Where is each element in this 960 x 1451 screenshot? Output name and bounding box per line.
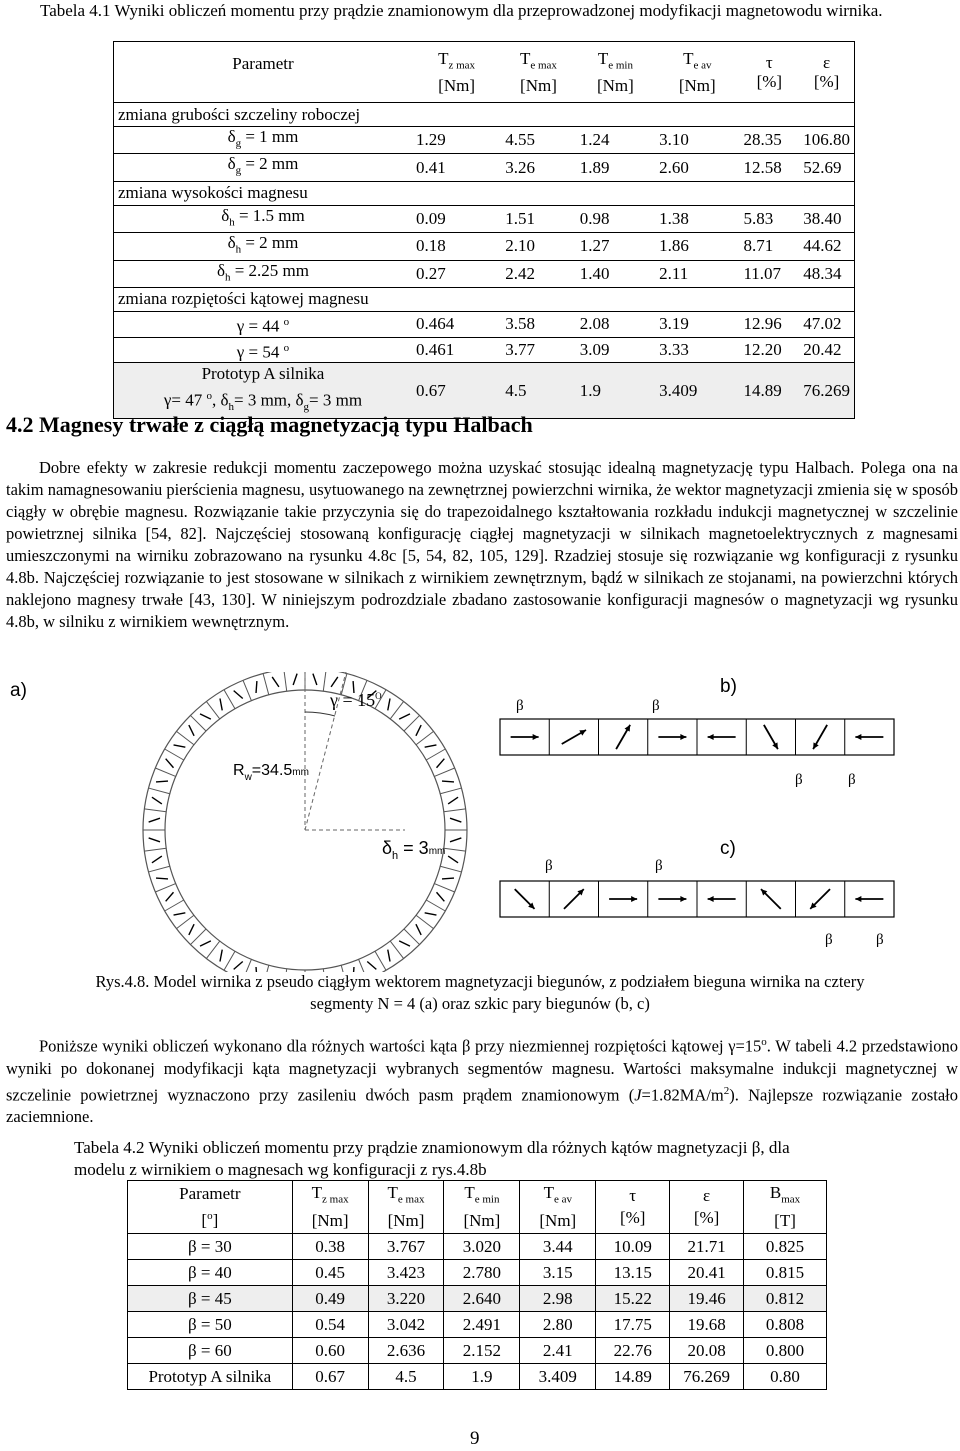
beta-label: β	[652, 698, 660, 714]
beta-label: β	[516, 698, 524, 714]
ring-segment-arrow	[416, 725, 421, 736]
table-cell: 22.76	[596, 1338, 670, 1364]
table-cell: 1.51	[505, 208, 535, 228]
table-row	[128, 1364, 827, 1390]
ring-segment-divider	[263, 674, 269, 695]
table-cell: 0.98	[579, 208, 610, 228]
ring-segment-arrow	[234, 962, 243, 970]
ring-segment-arrow	[166, 892, 174, 901]
ring-segment-divider	[416, 731, 433, 744]
ring-segment-arrow	[200, 714, 211, 719]
ring-segment-arrow	[437, 759, 445, 768]
ring-segment-arrow	[367, 962, 376, 970]
ring-segment-divider	[206, 701, 219, 718]
table1-section-label: zmiana wysokości magnesu	[118, 183, 308, 203]
table1-section-label: zmiana grubości szczeliny roboczej	[118, 104, 361, 124]
table-row	[114, 205, 855, 232]
table1-header-eps: ε [%]	[813, 53, 840, 91]
table1-row-label: Prototyp A silnika γ= 47 $^o$, $\delta_h= 3$ mm, $\delta_g= 3$ mm	[114, 363, 412, 419]
ring-segment-arrow	[256, 681, 257, 693]
table-cell: 3.44	[520, 1234, 596, 1260]
figure-label-a: a)	[10, 680, 27, 701]
ring-segment-divider	[149, 788, 170, 794]
ring-segment-divider	[190, 715, 206, 731]
table-cell: 0.67	[292, 1364, 368, 1390]
table-cell: 15.22	[596, 1286, 670, 1312]
table-row	[114, 154, 855, 181]
arrow-head-icon	[708, 734, 714, 740]
table2-header-row	[128, 1181, 827, 1234]
table1-header-temin: $T_{e min}$ [Nm]	[596, 49, 634, 95]
ring-segment-divider	[284, 672, 287, 691]
table-cell: 1.24	[579, 130, 610, 150]
table-cell: 2.152	[444, 1338, 520, 1364]
table-cell: 20.08	[670, 1338, 744, 1364]
table1-header-teav: $T_{e av}$ [Nm]	[678, 49, 716, 95]
table-cell: 12.20	[743, 339, 782, 359]
table2-header-eps: ε [%]	[670, 1181, 744, 1234]
table-cell: Prototyp A silnika	[128, 1364, 293, 1390]
table-cell: 2.42	[505, 263, 535, 283]
table-row	[114, 311, 855, 337]
table-cell: 19.46	[670, 1286, 744, 1312]
beta-label: β	[848, 772, 856, 788]
table-cell: 2.780	[444, 1260, 520, 1286]
table1-row-label: $\delta_h = 2$ mm	[227, 233, 299, 256]
ring-segment-arrow	[388, 950, 390, 962]
table2-header-tau: τ [%]	[596, 1181, 670, 1234]
table2-header-temin: $T_{e min}$ [Nm]	[444, 1181, 520, 1234]
ring-segment-divider	[144, 809, 166, 812]
ring-segment-divider	[390, 941, 403, 958]
section-heading: 4.2 Magnesy trwałe z ciągłą magnetyzacją typu Halbach	[6, 412, 533, 437]
paragraph-results: Poniższe wyniki obliczeń wykonano dla różnych wartości kąta β przy niezmiennej rozpiętości kątowej $\gamma=15^o$. W tabeli 4.2 przedstawiono wyniki po dokonanej modyfikacji kąta magnetyzacji wybranych segmentów magnesu. Wartości maksymalne indukcji magnetycznej w szczelinie powietrznej wyznaczono przy zasileniu dwóch pasm prądem znamionowym $(J=1.82MA/m^2)$. Najlepsze rozwiązanie zostało zaciemnione.	[6, 1036, 959, 1126]
table-cell: 0.18	[415, 236, 446, 256]
ring-segment-divider	[155, 884, 175, 892]
ring-segment-arrow	[425, 745, 437, 747]
table1-caption: Tabela 4.1 Wyniki obliczeń momentu przy prądzie znamionowym dla przeprowadzonej modyfikacji magnetowodu wirnika.	[40, 1, 883, 20]
table-cell: 3.26	[505, 157, 535, 177]
table-row	[128, 1260, 827, 1286]
table-cell: 14.89	[596, 1364, 670, 1390]
ring-segment-divider	[144, 848, 166, 851]
ring-segment-divider	[323, 672, 326, 691]
table-row	[128, 1338, 827, 1364]
ring-segment-divider	[434, 768, 454, 776]
table-cell: 0.812	[744, 1286, 827, 1312]
table-cell: 52.69	[803, 157, 842, 177]
table1-header-temax: $T_{e max}$ [Nm]	[519, 49, 557, 95]
ring-segment-divider	[426, 900, 445, 911]
table1-section-row	[114, 181, 855, 205]
table-cell: 10.09	[596, 1234, 670, 1260]
table-cell: 3.423	[368, 1260, 444, 1286]
table-cell: 0.45	[292, 1260, 368, 1286]
table-cell: 1.40	[579, 263, 610, 283]
ring-segment-arrow	[442, 878, 454, 879]
ring-segment-divider	[224, 951, 235, 970]
figure-caption: Rys.4.8. Model wirnika z pseudo ciągłym wektorem magnetyzacji biegunów, z podziałem bieguna wirnika na cztery segmenty N = 4 (a) oraz szkic pary biegunów (b, c)	[95, 972, 865, 1013]
table2-caption: Tabela 4.2 Wyniki obliczeń momentu przy prądzie znamionowym dla różnych kątów magnetyzacji β, dla modelu z wirnikiem o magnesach wg konfiguracji z rys.4.8b	[74, 1138, 790, 1179]
ring-segment-divider	[224, 690, 235, 709]
table2-header-teav: $T_{e av}$ [Nm]	[520, 1181, 596, 1234]
paragraph-halbach: Dobre efekty w zakresie redukcji momentu zaczepowego można uzyskać stosując idealną magnetyzację typu Halbach. Polega ona na takim namagnesowaniu pierścienia magnesu, usytuowanego na zewnętrznej powierzchni wirnika, że wektor magnetyzacji zmienia się w sposób ciągły w obrębie magnesu. Rozwiązanie takie przyczynia się do trapezoidalnego kształtowania rozkładu indukcji magnetycznej w szczelinie powietrznej silnika [54, 82]. Najczęściej stosowaną konfigurację ciągłej magnetyzacji w silnikach magnetoelektrycznych z magnesami umieszczonymi na wirniku zobrazowano na rysunku 4.8c [5, 54, 82, 105, 129]. Rzadziej stosuje się rozwiązanie wg konfiguracji z rysunku 4.8b. Najczęściej rozwiązanie to jest stosowane w silnikach z wirnikiem zewnętrznym, bądź w silnikach ze stojanami, na powierzchni których naklejono magnesy trwałe [43, 130]. W niniejszym podrozdziale zbadano zastosowanie konfiguracji magnesów o magnetyzacji wg rysunku 4.8b, w silniku z wirnikiem wewnętrznym.	[6, 458, 958, 631]
table1-row-label: $\delta_h = 2.25$ mm	[216, 260, 309, 283]
arrow-head-icon	[533, 734, 539, 740]
table-cell: 3.33	[659, 339, 689, 359]
ring-segment-arrow	[442, 781, 454, 782]
gamma-arc	[305, 712, 335, 716]
table-cell: 20.42	[803, 339, 842, 359]
ring-segment-divider	[243, 680, 251, 700]
ring-segment-divider	[426, 749, 445, 760]
ring-segment-divider	[375, 951, 386, 970]
table-cell: 3.15	[520, 1260, 596, 1286]
table1	[113, 41, 855, 419]
figure-label-b: b)	[720, 676, 737, 697]
table-cell: 13.15	[596, 1260, 670, 1286]
ring-segment-arrow	[149, 838, 160, 842]
ring-segment-arrow	[399, 941, 410, 946]
table1-section-label: zmiana rozpiętości kątowej magnesu	[118, 289, 369, 309]
figure-4-8	[0, 672, 960, 972]
ring-segment-arrow	[152, 856, 162, 863]
table-cell: 2.491	[444, 1312, 520, 1338]
ring-segment-divider	[165, 749, 184, 760]
table-cell: 76.269	[799, 363, 854, 419]
table-cell: 48.34	[803, 263, 842, 283]
table-cell: 3.09	[579, 339, 610, 359]
ring-segment-arrow	[189, 725, 194, 736]
table-cell: 106.80	[803, 130, 850, 150]
table-cell: 0.825	[744, 1234, 827, 1260]
table2-header-bmax: $B_{max}$ [T]	[744, 1181, 827, 1234]
table2	[127, 1180, 827, 1390]
table-cell: 3.220	[368, 1286, 444, 1312]
rotor-ring	[143, 672, 467, 972]
table-cell: 0.815	[744, 1260, 827, 1286]
table1-row-label: $\delta_g = 1$ mm	[227, 127, 299, 150]
table-cell: 17.75	[596, 1312, 670, 1338]
table-row	[114, 260, 855, 287]
ring-segment-arrow	[448, 797, 458, 804]
table-cell: 38.40	[803, 208, 842, 228]
beta-label: β	[825, 932, 833, 948]
table-cell: 1.38	[659, 208, 689, 228]
ring-segment-divider	[176, 731, 193, 744]
table-cell: 12.58	[743, 157, 782, 177]
beta-label: β	[876, 932, 884, 948]
table-row	[114, 233, 855, 260]
ring-segment-arrow	[166, 759, 174, 768]
table-row	[128, 1286, 827, 1312]
table-cell: 0.800	[744, 1338, 827, 1364]
table1-header-row	[114, 42, 855, 103]
table-cell: 3.10	[659, 130, 689, 150]
table-cell: 0.80	[744, 1364, 827, 1390]
table-cell: 2.60	[659, 157, 689, 177]
ring-segment-arrow	[331, 677, 338, 687]
table-cell: 1.9	[576, 363, 655, 419]
arrow-head-icon	[855, 734, 861, 740]
table-cell: 1.89	[579, 157, 610, 177]
table1-row-label: $\delta_g = 2$ mm	[227, 154, 299, 177]
ring-segment-divider	[176, 915, 193, 928]
table-cell: 0.464	[415, 314, 455, 334]
config-c	[500, 858, 894, 948]
table-cell: 3.767	[368, 1234, 444, 1260]
table-cell: 0.27	[415, 263, 446, 283]
ring-segment-arrow	[425, 913, 437, 915]
table-cell: β = 45	[128, 1286, 293, 1312]
ring-segment-divider	[206, 941, 219, 958]
table-cell: 2.10	[505, 236, 535, 256]
ring-segment-divider	[165, 900, 184, 911]
ring-segment-divider	[155, 768, 175, 776]
table2-body	[128, 1234, 827, 1390]
table-cell: 2.640	[444, 1286, 520, 1312]
ring-segment-arrow	[200, 941, 211, 946]
ring-segment-arrow	[220, 950, 222, 962]
table-cell: 4.5	[368, 1364, 444, 1390]
ring-segment-arrow	[174, 913, 186, 915]
page-number: 9	[470, 1428, 480, 1449]
ring-segment-arrow	[388, 699, 390, 711]
table-cell: 21.71	[670, 1234, 744, 1260]
ring-segment-divider	[440, 866, 461, 872]
table-cell: 0.09	[415, 208, 446, 228]
table-cell: 4.55	[505, 130, 535, 150]
ring-segment-divider	[404, 929, 420, 945]
table-cell: 3.409	[655, 363, 739, 419]
ring-segment-divider	[434, 884, 454, 892]
table-cell: 19.68	[670, 1312, 744, 1338]
ring-segment-arrow	[399, 714, 410, 719]
ring-segment-arrow	[149, 818, 160, 822]
table-cell: β = 60	[128, 1338, 293, 1364]
gamma-label: $\gamma = 15^O$	[330, 690, 382, 710]
table-row	[128, 1312, 827, 1338]
ring-segment-arrow	[272, 677, 279, 687]
table-cell: 2.41	[520, 1338, 596, 1364]
beta-label: β	[795, 772, 803, 788]
table-cell: 0.60	[292, 1338, 368, 1364]
arrow-head-icon	[631, 896, 637, 902]
table-row	[114, 127, 855, 154]
config-b	[500, 698, 894, 788]
table-cell: 44.62	[803, 236, 842, 256]
table1-row-label: $\delta_h = 1.5$ mm	[221, 205, 305, 229]
ring-segment-divider	[444, 809, 466, 812]
config-c-arrows	[515, 881, 884, 917]
ring-segment-arrow	[220, 699, 222, 711]
table-cell: 0.49	[292, 1286, 368, 1312]
table-cell: 0.67	[412, 363, 501, 419]
table-cell: 4.5	[501, 363, 575, 419]
table-cell: 5.83	[743, 208, 774, 228]
ring-segment-arrow	[437, 892, 445, 901]
table1-section-row	[114, 103, 855, 127]
arrow-head-icon	[680, 896, 686, 902]
table-cell: 2.636	[368, 1338, 444, 1364]
ring-segment-arrow	[174, 745, 186, 747]
table-cell: 12.96	[743, 314, 782, 334]
ring-segment-arrow	[416, 924, 421, 935]
ring-segment-arrow	[313, 674, 317, 685]
table-cell: 0.38	[292, 1234, 368, 1260]
ring-segment-divider	[404, 715, 420, 731]
ring-segment-arrow	[156, 781, 168, 782]
ring-segment-divider	[149, 866, 170, 872]
table-cell: β = 40	[128, 1260, 293, 1286]
ring-segment-divider	[444, 848, 466, 851]
table2-header-temax: $T_{e max}$ [Nm]	[368, 1181, 444, 1234]
arrow-head-icon	[855, 896, 861, 902]
table1-section-row	[114, 287, 855, 311]
figure-label-c: c)	[720, 838, 736, 859]
ring-segment-divider	[440, 788, 461, 794]
table-cell: 2.08	[579, 314, 610, 334]
table-cell: 0.461	[415, 339, 455, 359]
table-cell: 3.77	[505, 339, 535, 359]
ring-segment-arrow	[152, 797, 162, 804]
table-cell: 1.9	[444, 1364, 520, 1390]
beta-label: β	[655, 858, 663, 874]
table-cell: 0.808	[744, 1312, 827, 1338]
table-row	[114, 337, 855, 363]
table-cell: β = 30	[128, 1234, 293, 1260]
arrow-head-icon	[680, 734, 686, 740]
table1-prototype-row	[114, 363, 855, 419]
table-cell: 2.11	[659, 263, 689, 283]
table1-header-tzmax: $T_{z max}$ [Nm]	[438, 49, 476, 95]
figure-4-8-drawing	[0, 672, 960, 972]
table1-header-param: Parametr	[232, 54, 294, 73]
table1-row-label: γ = 44 $^o$	[236, 315, 290, 336]
table-cell: 14.89	[739, 363, 799, 419]
table-cell: 1.86	[659, 236, 689, 256]
table-cell: 3.409	[520, 1364, 596, 1390]
table-cell: 3.020	[444, 1234, 520, 1260]
table1-row-label: γ = 54 $^o$	[236, 341, 290, 362]
table-cell: 11.07	[743, 263, 782, 283]
table-cell: 3.042	[368, 1312, 444, 1338]
config-b-arrows	[511, 719, 884, 755]
ring-segment-arrow	[450, 838, 461, 842]
table-cell: 1.27	[579, 236, 610, 256]
table-cell: 28.35	[743, 130, 782, 150]
table1-header-tau: τ [%]	[756, 53, 783, 91]
beta-label: β	[545, 858, 553, 874]
table-cell: 8.71	[743, 236, 774, 256]
table-cell: 0.54	[292, 1312, 368, 1338]
table-cell: 1.29	[415, 130, 446, 150]
ring-segment-arrow	[450, 818, 461, 822]
dh-label: $\delta_h = 3mm$	[382, 838, 446, 862]
table-cell: 76.269	[670, 1364, 744, 1390]
table-cell: 3.19	[659, 314, 689, 334]
ring-segment-divider	[416, 915, 433, 928]
table-cell: 2.80	[520, 1312, 596, 1338]
table-cell: β = 50	[128, 1312, 293, 1338]
arrow-head-icon	[708, 896, 714, 902]
table2-header-param: Parametr [$^o$]	[128, 1181, 293, 1234]
table-cell: 3.58	[505, 314, 535, 334]
table-row	[128, 1234, 827, 1260]
table-cell: 47.02	[803, 314, 842, 334]
ring-segment-divider	[390, 701, 403, 718]
table-cell: 20.41	[670, 1260, 744, 1286]
ring-segment-arrow	[234, 691, 243, 699]
ring-segment-arrow	[293, 674, 297, 685]
ring-segment-divider	[190, 929, 206, 945]
table2-header-tzmax: $T_{z max}$ [Nm]	[292, 1181, 368, 1234]
table-cell: 2.98	[520, 1286, 596, 1312]
table-cell: 0.41	[415, 157, 446, 177]
ring-segment-arrow	[189, 924, 194, 935]
ring-segment-arrow	[156, 878, 168, 879]
rw-label: $R_w=34.5mm$	[233, 762, 309, 783]
ring-segment-arrow	[448, 856, 458, 863]
